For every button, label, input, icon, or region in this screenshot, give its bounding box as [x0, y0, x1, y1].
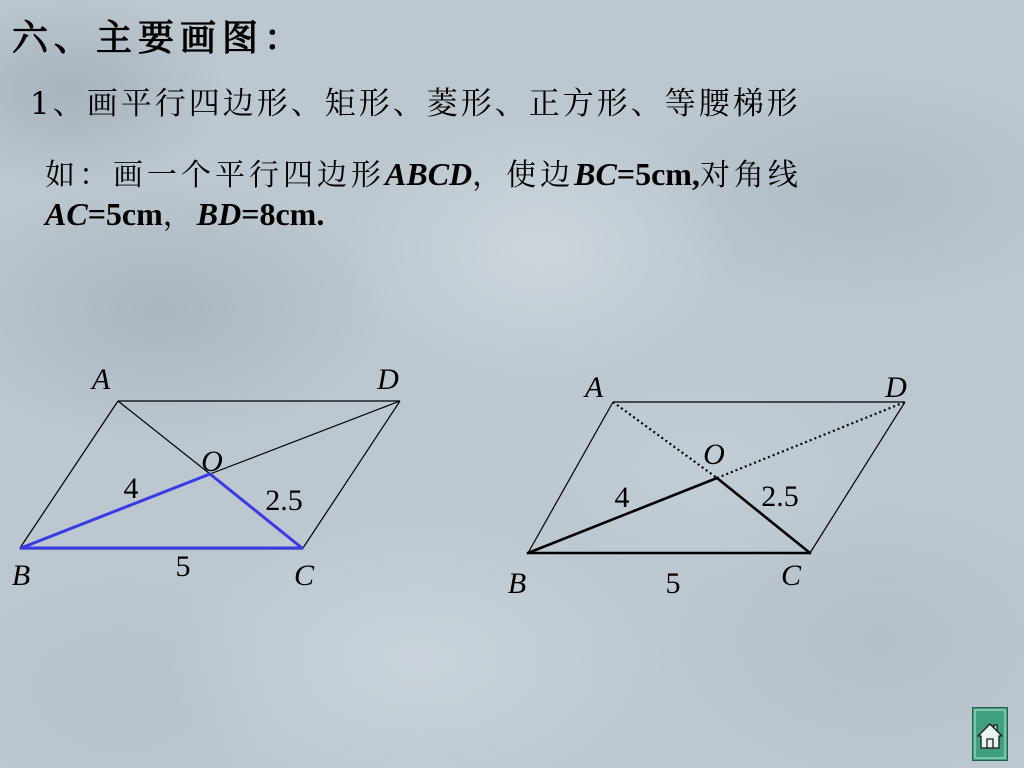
length-label-bc: 5 [175, 550, 191, 583]
figure-right-parallelogram [490, 350, 940, 610]
vertex-label-o: O [703, 438, 725, 471]
vertex-label-c: C [293, 559, 315, 592]
home-icon [972, 707, 1008, 761]
example-segment: ， [162, 198, 197, 233]
figure-left-parallelogram [0, 350, 440, 610]
example-segment: =8cm. [241, 196, 325, 232]
side-dc [303, 401, 400, 548]
example-text [45, 154, 802, 234]
diagonal-ao [118, 401, 210, 474]
vertex-label-a: A [91, 363, 111, 396]
slide-subtitle: 1、画平行四边形、矩形、菱形、正方形、等腰梯形 [30, 86, 801, 122]
example-segment: 如：画一个平行四边形 [45, 158, 385, 193]
example-segment: =5cm [87, 196, 163, 232]
example-segment: BC [574, 156, 617, 192]
example-segment: =5cm, [616, 156, 700, 192]
vertex-label-d: D [885, 371, 907, 404]
example-segment: AC [45, 196, 88, 232]
length-label-oc: 2.5 [761, 480, 799, 513]
vertex-label-d: D [377, 363, 399, 396]
side-ab [528, 402, 613, 553]
vertex-label-b: B [11, 559, 31, 592]
diagonal-ao [613, 402, 717, 478]
home-button[interactable] [972, 707, 1008, 761]
diagonal-od [717, 402, 905, 478]
vertex-label-c: C [780, 559, 802, 592]
side-dc [810, 402, 905, 553]
length-label-bo: 4 [123, 472, 139, 505]
example-line-2 [45, 194, 802, 234]
vertex-label-o: O [201, 445, 223, 478]
example-segment: BD [196, 196, 242, 232]
example-line-1 [45, 154, 802, 194]
vertex-label-a: A [584, 371, 604, 404]
slide-title: 六、主要画图： [12, 17, 307, 59]
highlight-segment-bo [21, 474, 210, 548]
vertex-label-b: B [507, 567, 527, 600]
example-segment: ，使边 [472, 158, 575, 193]
length-label-bc: 5 [665, 567, 681, 600]
diagonal-od [210, 401, 400, 474]
example-segment: 对角线 [699, 158, 802, 193]
length-label-bo: 4 [614, 481, 630, 514]
side-ab [20, 401, 118, 548]
length-label-oc: 2.5 [265, 484, 303, 517]
example-segment: ABCD [385, 156, 473, 192]
